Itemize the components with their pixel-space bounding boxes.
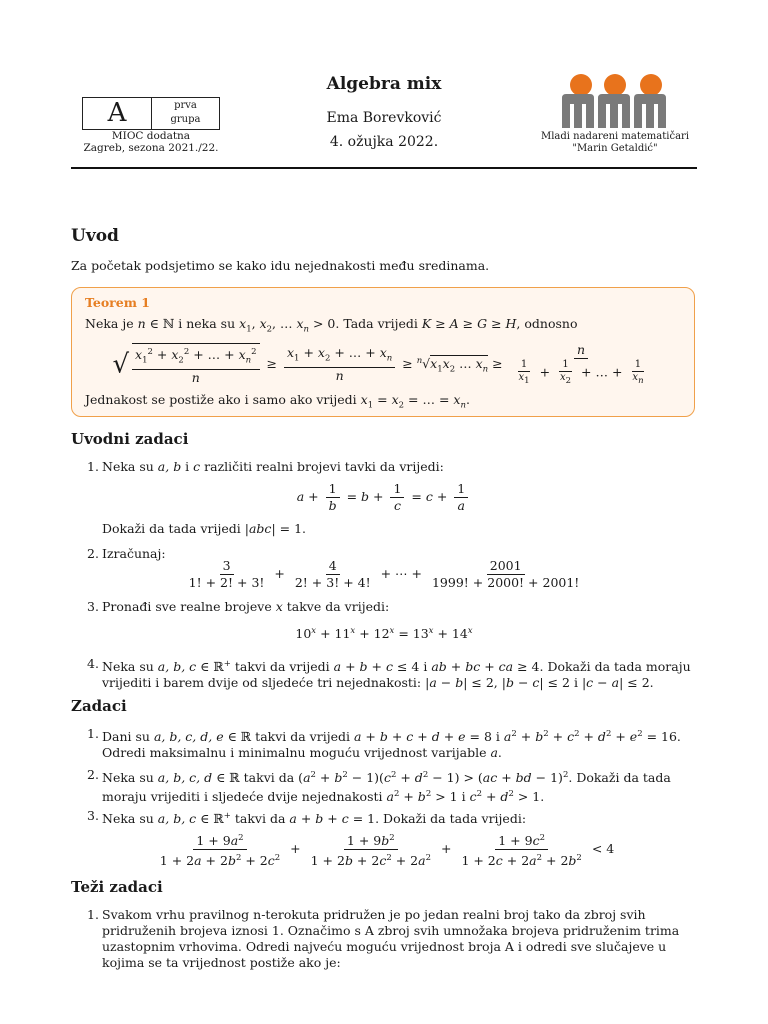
u1-text2: različiti realni brojevi tavki da vrijedi: (204, 459, 444, 474)
group-label-line-2: grupa (170, 114, 201, 125)
logo-caption (540, 131, 690, 155)
theorem-statement: Neka je n ∈ ℕ i neka su $x_1$, $x_2$, … $x_n > 0$. Tada vrijedi K ≥ A ≥ G ≥ H, odnosno (85, 316, 578, 335)
u3-text2: takve da vrijedi: (286, 599, 390, 614)
means-inequality: √ $\frac{x_1^2 + x_2^2 + \dots + x_n^2}{n}$ ≥ $\frac{x_1 + x_2 + \dots + x_n}{n}$ ≥ $^n√x_1x_2$ … $x_n$ ≥ n $\frac{1}{x_1}$ + $\frac{1}{x_2}$ + … + $\frac{1}{x_n}$ (112, 342, 644, 386)
z1-a: Dani su (102, 729, 150, 745)
u4-text2: takvi da vrijedi (234, 659, 330, 675)
group-label (152, 98, 219, 129)
date: 4. ožujka 2022. (329, 134, 439, 150)
equation-u2: $\frac{3}{1! + 2! + 3!}$ + $\frac{4}{2! + 3! + 4!}$ + ⋯ + $\frac{2001}{1999! + 2000! + 2001!}$ (188, 558, 580, 590)
z3-b: takvi da (234, 811, 286, 827)
header-rule (71, 167, 697, 169)
intro-text: Za početak podsjetimo se kako idu nejednakosti među sredinama. (71, 258, 490, 273)
group-box (82, 97, 220, 130)
equation-u1: a + $\frac{1}{b}$ = b + $\frac{1}{c}$ = c + $\frac{1}{a}$ (71, 481, 697, 514)
section-heading-zadaci: Zadaci (71, 697, 127, 715)
section-heading-uvod: Uvod (71, 226, 119, 246)
section-heading-tezi: Teži zadaci (71, 878, 163, 896)
u3-text: Pronađi sve realne brojeve (102, 599, 272, 614)
u1-text: Neka su (102, 459, 154, 474)
section-heading-uvodni: Uvodni zadaci (71, 430, 189, 448)
logo-caption-line-1: Mladi nadareni matematičari (540, 131, 690, 142)
equation-u3: $10^x + 11^x + 12^x = 13^x + 14^x$ (295, 626, 473, 642)
t1-text: Svakom vrhu pravilnog n-terokuta pridružen je po jedan realni broj tako da zbroj svih pridruženih brojeva iznosi 1. Označimo s A zbroj svih umnožaka brojeva pridruženim trima uzastopnim vrhovima. Odredi najveću moguću vrijednost broja A i odredi sve slučajeve u kojima se ta vrijednost postiže ako je: (102, 907, 680, 970)
z1-b: takvi da vrijedi (255, 729, 350, 745)
theorem-box (71, 287, 695, 417)
page-title: Algebra mix (326, 74, 442, 94)
z1-c: Odredi maksimalnu i minimalnu moguću vrijednost varijable (102, 745, 487, 761)
u2-text: Izračunaj: (102, 546, 166, 561)
z3-a: Neka su (102, 811, 154, 827)
org-line-2: Zagreb, sezona 2021./22. (83, 142, 219, 154)
org-line-1: MIOC dodatna (111, 130, 191, 142)
author: Ema Borevković (326, 110, 442, 126)
u4-text: Neka su (102, 659, 154, 675)
theorem-equality: Jednakost se postiže ako i samo ako vrijedi $x_1 = x_2$ = … = $x_n$. (85, 392, 470, 411)
z2-b: takvi da (243, 770, 295, 786)
theorem-title: Teorem 1 (85, 295, 150, 310)
theorem-equality-text: Jednakost se postiže ako i samo ako vrijedi (85, 392, 357, 407)
equation-z3: $\frac{1 + 9a^2}{1 + 2a + 2b^2 + 2c^2}$ + $\frac{1 + 9b^2}{1 + 2b + 2c^2 + 2a^2}$ + $\frac{1 + 9c^2}{1 + 2c + 2a^2 + 2b^2}$ < 4 (71, 830, 697, 869)
u4-text3: Dokaži da tada moraju vrijediti i barem dvije od sljedeće tri nejednakosti: (102, 659, 691, 691)
z2-a: Neka su (102, 770, 154, 786)
z3-c: Dokaži da tada vrijedi: (383, 811, 527, 827)
group-letter: A (83, 98, 152, 129)
group-label-line-1: prva (174, 100, 197, 111)
logo-caption-line-2: "Marin Getaldić" (572, 143, 658, 154)
u1-conclusion-text: Dokaži da tada vrijedi (102, 521, 241, 536)
z2-c: Dokaži da tada moraju vrijediti i sljedeće dvije nejednakosti (102, 770, 671, 805)
